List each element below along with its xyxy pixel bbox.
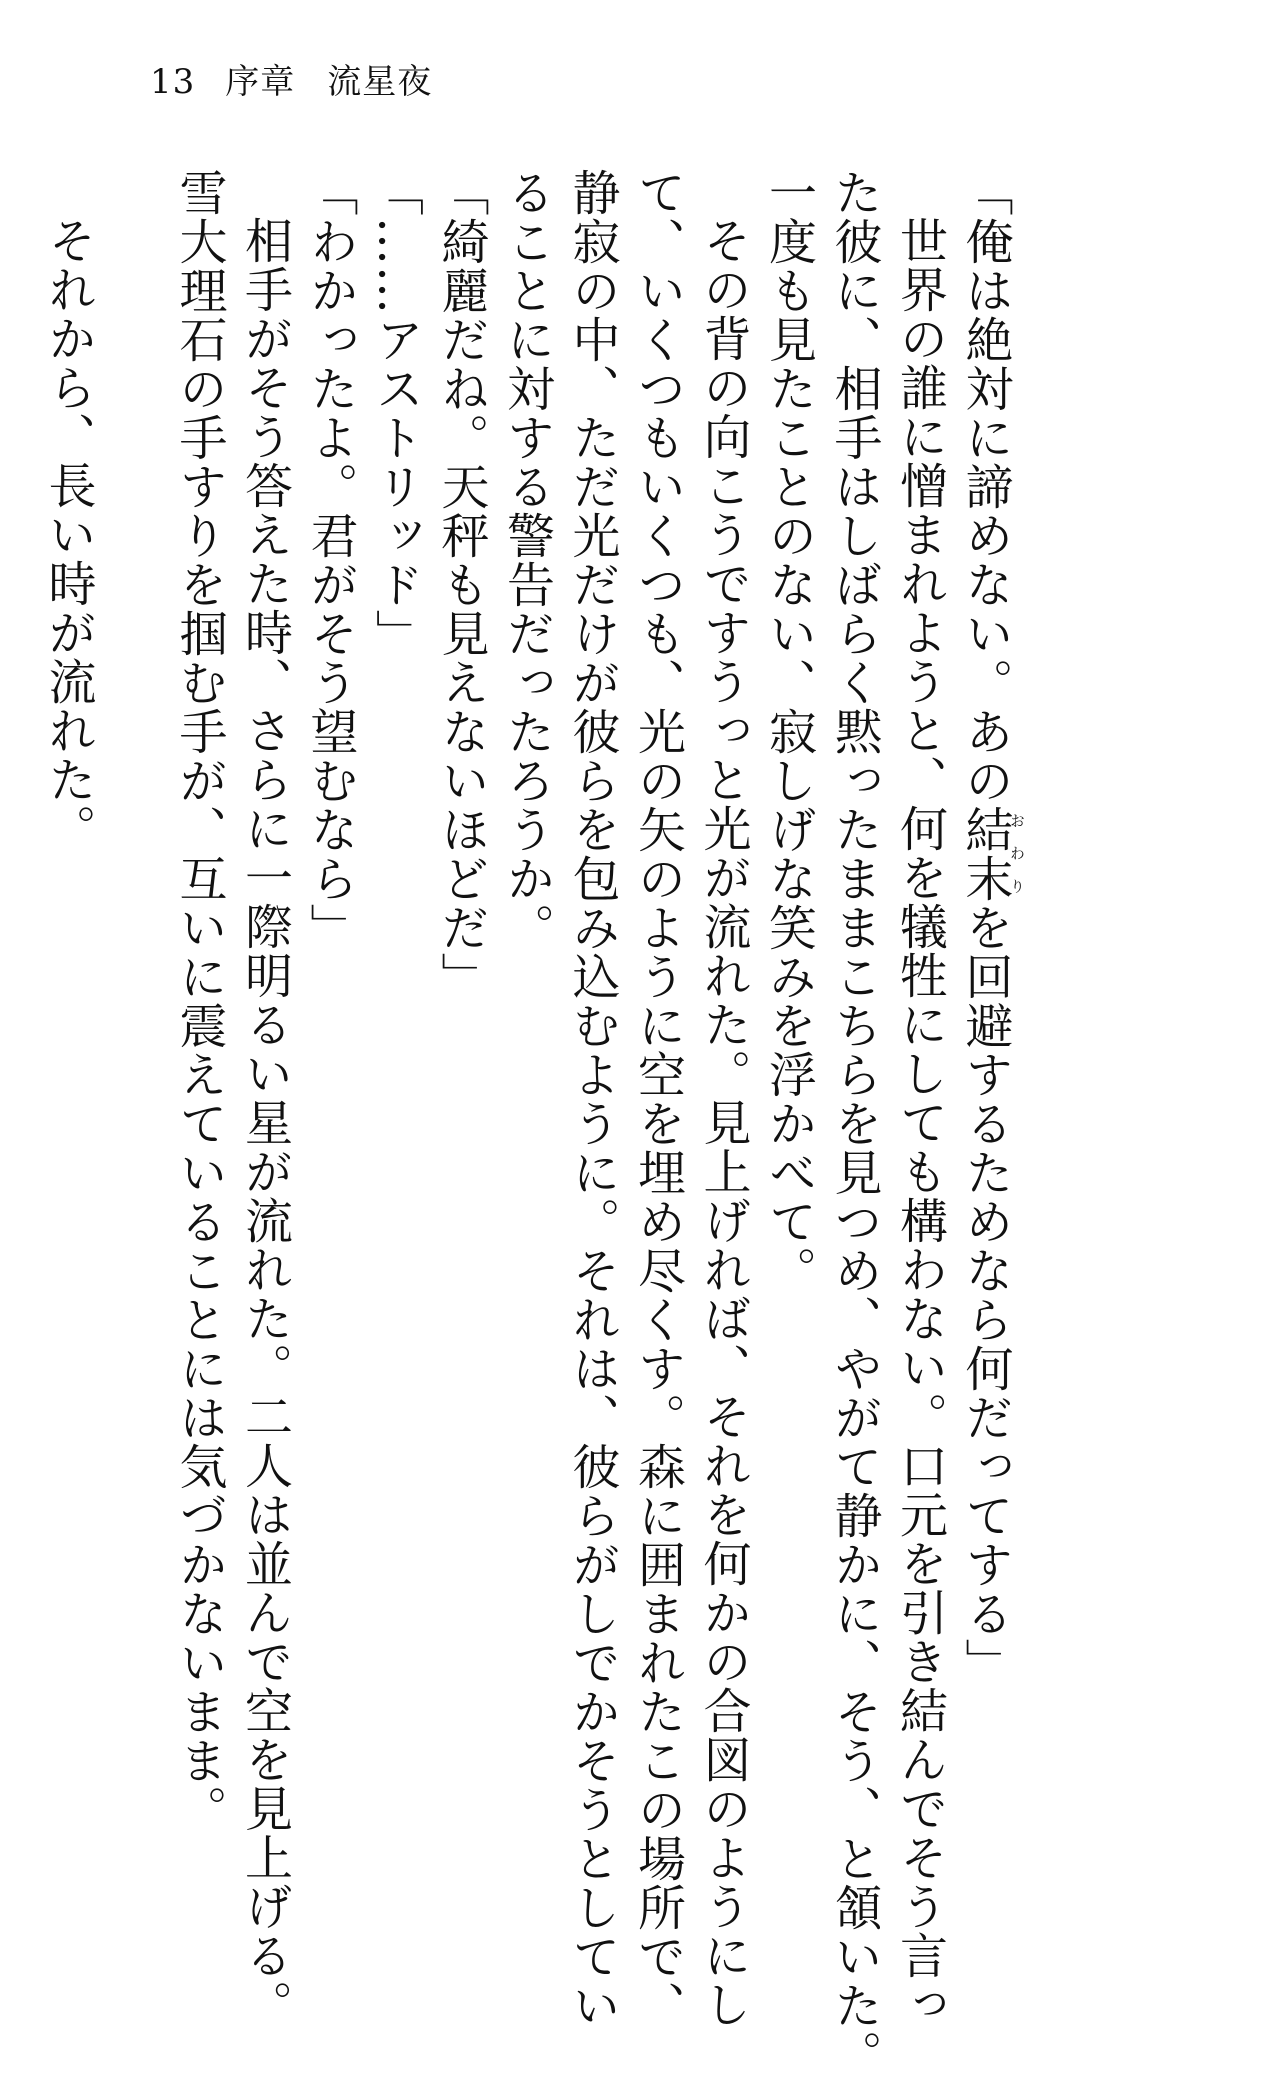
chapter-title: 流星夜 [327, 62, 433, 102]
text-line-2: 世界の誰に憎まれようと、何を犠牲にしても構わない。口元を引き結んでそう言っ [891, 216, 948, 2029]
text-line-11: 「わかったよ。君がそう望むなら」 [302, 168, 358, 952]
text-line-5: その背の向こうですうっと光が流れた。見上げれば、それを何かの合図のようにし [695, 216, 751, 2029]
section-break [100, 168, 166, 1558]
text-line-9: 「綺麗だね。天秤も見えないほどだ」 [433, 168, 489, 1001]
text-line-12: 相手がそう答えた時、さらに一際明るい星が流れた。二人は並んで空を見上げる。 [236, 216, 293, 2029]
text-line-4: 一度も見たことのない、寂しげな笑みを浮かべて。 [760, 168, 817, 1295]
text-line-14: それから、長い時が流れた。 [40, 216, 96, 853]
vertical-body-text [40, 168, 1026, 2079]
text-line-1: 「俺は絶対に諦めない。あの結末おわりを回避するためなら何だってする」 [957, 168, 1026, 1687]
running-header [150, 62, 432, 102]
text-line-10: 「……アストリッド」 [367, 168, 424, 658]
text-line-8: ることに対する警告だったろうか。 [498, 168, 555, 952]
ruby-annotation: 結末おわり [957, 805, 1026, 903]
text-line-13: 雪大理石の手すりを掴む手が、互いに震えていることには気づかないまま。 [171, 168, 227, 1834]
page-number: 13 [150, 62, 196, 102]
text-line-3: た彼に、相手はしばらく黙ったままこちらを見つめ、やがて静かに、そう、と頷いた。 [826, 168, 882, 2079]
text-line-6: て、いくつもいくつも、光の矢のように空を埋め尽くす。森に囲まれたこの場所で、 [629, 168, 686, 2030]
text-line-7: 静寂の中、ただ光だけが彼らを包み込むように。それは、彼らがしでかそうとしてい [564, 168, 620, 2030]
chapter-label: 序章 [225, 62, 296, 102]
